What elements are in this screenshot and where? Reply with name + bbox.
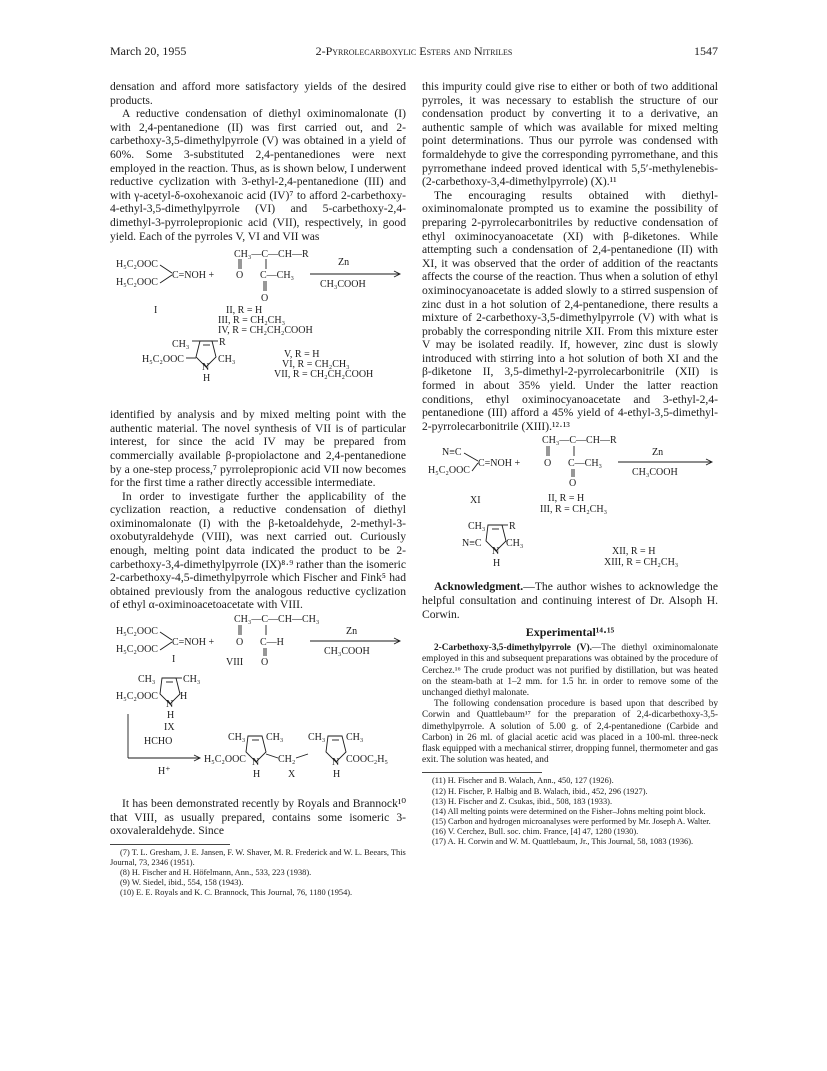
experimental-heading: Experimental¹⁴·¹⁵ [525, 625, 615, 640]
scheme1-pyrrole-R: R [219, 337, 226, 349]
scheme1-label-I: I [154, 305, 158, 317]
scheme1-label-V: V, R = H [284, 349, 320, 361]
header-title: 2-Pyrrolecarboxylic Esters and Nitriles [315, 44, 513, 58]
scheme1-pyrrole-ch3-right: CH₃ [218, 354, 236, 366]
scheme1-oxime: C=NOH + [172, 270, 215, 282]
scheme2-x-ester-2: COOC₂H₅ [346, 754, 388, 766]
scheme1-pyrrole-ester: H₅C₂OOC [142, 354, 184, 366]
scheme2-oxygen-2: O [261, 657, 269, 669]
footnote-12: (12) H. Fischer, P. Halbig and B. Walach, ibid., 452, 296 (1927). [432, 786, 648, 796]
scheme3-nitrile: N≡C [442, 447, 462, 459]
footnote-13: (13) H. Fischer and Z. Csukas, ibid., 508, 183 (1933). [432, 796, 613, 806]
scheme1-label-IV: IV, R = CH₂CH₂COOH [218, 325, 313, 337]
scheme1-pyrrole-ch3-top: CH₃ [172, 339, 190, 351]
footnote-rule-right [422, 772, 542, 773]
footnote-16: (16) V. Cerchez, Bull. soc. chim. France, [4] 47, 1280 (1930). [432, 826, 639, 836]
scheme3-reagent-zinc: Zn [652, 447, 664, 459]
scheme3-oxygen-2: O [569, 478, 577, 490]
left-paragraph-1: densation and afford more satisfactory yields of the desired products. [110, 80, 406, 107]
scheme2-x-ch3-2: CH₃ [266, 732, 284, 744]
scheme3-label-II: II, R = H [548, 493, 585, 505]
scheme1-ester-top: H₅C₂OOC [116, 259, 158, 271]
scheme1-oxygen-1: O [236, 270, 244, 282]
scheme3-pyrrole-R: R [509, 521, 516, 533]
left-paragraph-3: identified by analysis and by mixed melting point with the authentic material. The novel synthesis of VII is of particular interest, for since the acid IV may be prepared from commercially available β-propiolactone and 2,4-pentanedione by a one-step process,⁷ pyrrolepropionic acid VII now becomes for the first time a rather directly accessible intermediate. [110, 408, 406, 490]
experimental-paragraph-2: The following condensation procedure is based upon that described by Corwin and Quattlebaum¹⁷ for the preparation of 2,4-dicarbethoxy-3,5-dimethylpyrrole. A solution of 5.00 g. of 2,4-pentanedione (Carbide and Carbon) in 26 ml. of glacial acetic acid was placed in a 100-ml. three-neck flask equipped with a mechanical stirrer, dropping funnel, thermometer and gas exit. The solution was heated, and [422, 699, 718, 766]
scheme2-ix-NH: H [167, 710, 175, 722]
scheme2-x-ch3-3: CH₃ [308, 732, 326, 744]
scheme2-label-I: I [172, 654, 176, 666]
scheme3-acetyl: C—CH₃ [568, 458, 603, 470]
scheme3-pyrrole-ch3-top: CH₃ [468, 521, 486, 533]
footnote-10: (10) E. E. Royals and K. C. Brannock, This Journal, 76, 1180 (1954). [120, 888, 353, 898]
footnote-14: (14) All melting points were determined on the Fisher–Johns melting point block. [432, 806, 706, 816]
scheme1-pyrrole-H: H [203, 373, 211, 385]
scheme1-reagent-zinc: Zn [338, 257, 350, 269]
reaction-scheme-2 [110, 614, 406, 794]
scheme2-x-H2: H [333, 769, 341, 781]
scheme2-ix-ch3-right: CH₃ [183, 674, 201, 686]
footnote-7: (7) T. L. Gresham, J. E. Jansen, F. W. Shaver, M. R. Frederick and W. L. Beears, This Journal, 73, 2346 (1951). [110, 847, 406, 867]
scheme2-label-IX: IX [164, 722, 175, 734]
scheme2-ix-ring-H: H [180, 691, 188, 703]
scheme2-ix-ch3-left: CH₃ [138, 674, 156, 686]
right-column [422, 80, 718, 847]
scheme1-acetyl: C—CH₃ [260, 270, 295, 282]
scheme2-reagent-hcho: HCHO [144, 736, 173, 748]
scheme2-label-X: X [288, 769, 296, 781]
left-column [110, 80, 406, 898]
scheme1-reagent-acid: CH₃COOH [320, 279, 366, 291]
footnote-17: (17) A. H. Corwin and W. M. Quattlebaum, Jr., This Journal, 58, 1083 (1936). [432, 837, 694, 847]
scheme3-oxygen-1: O [544, 458, 552, 470]
scheme1-label-VII: VII, R = CH₂CH₂COOH [274, 369, 374, 381]
scheme2-reagent-acid: CH₃COOH [324, 646, 370, 658]
page-number: 1547 [694, 44, 718, 58]
scheme2-x-N2: N [332, 757, 340, 769]
experimental-paragraph-1 [422, 643, 718, 699]
scheme2-ix-ester: H₅C₂OOC [116, 691, 158, 703]
scheme2-x-N1: N [252, 757, 260, 769]
scheme3-label-XII: XII, R = H [612, 546, 656, 558]
scheme1-ketone: CH₃—C—CH—R [234, 249, 309, 261]
scheme1-oxygen-2: O [261, 293, 269, 305]
scheme2-reagent-zinc: Zn [346, 626, 358, 638]
acknowledgment-body: —The author wishes to acknowledge the helpful consultation and continuing interest of Dr. Alsoph H. Corwin. [422, 580, 718, 621]
scheme2-x-ch3-4: CH₃ [346, 732, 364, 744]
scheme3-pyrrole-H: H [493, 558, 501, 570]
footnote-11: (11) H. Fischer and B. Walach, Ann., 450, 127 (1926). [432, 776, 614, 786]
scheme3-ester: H₅C₂OOC [428, 465, 470, 477]
scheme1-label-III: III, R = CH₂CH₃ [218, 315, 286, 327]
scheme3-label-XIII: XIII, R = CH₂CH₃ [604, 557, 679, 569]
scheme2-label-VIII: VIII [226, 657, 244, 669]
experimental-paragraph-1-body: —The diethyl oximinomalonate employed in this and subsequent preparations was obtained by the procedure of Cerchez.¹⁶ The crude product was not purified by distillation, but was heated on the steam-bath at 1–2 mm. for 1.5 hr. in order to remove some of the unchanged diethyl malonate. [422, 643, 718, 699]
left-paragraph-5: It has been demonstrated recently by Royals and Brannock¹⁰ that VIII, as usually prepared, contains some isomeric 3-oxovaleraldehyde. Since [110, 797, 406, 838]
compound-V-heading: 2-Carbethoxy-3,5-dimethylpyrrole (V). [434, 643, 592, 654]
scheme2-ix-N: N [166, 699, 174, 711]
left-paragraph-2: A reductive condensation of diethyl oximinomalonate (I) with 2,4-pentanedione (II) was first carried out, and 2-carbethoxy-3,5-dimethylpyrrole (V) was obtained in a yield of 60%. Some 3-substituted 2,4-pentanediones were next employed in the reaction. Thus, as is shown below, I underwent reductive cyclization with 3-ethyl-2,4-pentanedione (III) and with γ-acetyl-δ-oxohexanoic acid (IV)⁷ to afford 2-carbethoxy-4-ethyl-3,5-dimethylpyrrole (VI) and 5-carbethoxy-2,4-dimethyl-3-pyrrolepropionic acid (VII), respectively, in good yield. Each of the pyrroles V, VI and VII was [110, 107, 406, 243]
running-header [110, 44, 718, 60]
scheme1-ester-bottom: H₅C₂OOC [116, 277, 158, 289]
footnote-9: (9) W. Siedel, ibid., 554, 158 (1943). [120, 878, 244, 888]
scheme3-oxime: C=NOH + [478, 458, 521, 470]
scheme3-pyrrole-N: N [492, 546, 500, 558]
scheme2-ester-bottom: H₅C₂OOC [116, 644, 158, 656]
scheme2-ester-top: H₅C₂OOC [116, 626, 158, 638]
footnote-rule-left [110, 844, 230, 845]
scheme3-label-XI: XI [470, 495, 481, 507]
scheme2-ketone: CH₃—C—CH—CH₃ [234, 614, 320, 626]
scheme3-label-III: III, R = CH₂CH₃ [540, 504, 608, 516]
scheme2-aldehyde: C—H [260, 637, 284, 649]
reaction-scheme-1 [110, 245, 406, 405]
scheme3-reagent-acid: CH₃COOH [632, 467, 678, 479]
reaction-scheme-3 [422, 435, 718, 577]
scheme3-ketone: CH₃—C—CH—R [542, 435, 617, 447]
acknowledgment [422, 580, 718, 621]
scheme2-x-methylene: CH₂ [278, 754, 296, 766]
scheme2-x-ch3-1: CH₃ [228, 732, 246, 744]
right-paragraph-2: The encouraging results obtained with diethyl-oximinomalonate prompted us to examine the possibility of preparing 2-pyrrolecarbonitriles by reductive condensation of ethyl oximinocyanoacetate (XI) with β-diketones. While attempting such a condensation of 2,4-pentanedione (II) with XI, it was observed that the order of addition of the reactants affects the course of the reaction. Thus when a solution of ethyl oximinocyanoacetate is added slowly to a stirred suspension of zinc dust in a hot solution of 2,4-pentanedione, there results a mixture of 2-carbethoxy-3,5-dimethylpyrrole (V) with what is probably the corresponding nitrile XII. From this mixture ester V may be isolated readily. If, however, zinc dust is slowly introduced with stirring into a hot solution of both XI and the β-diketone II, 3,5-dimethyl-2-pyrrolecarbonitrile (XII) is formed in about 35% yield. Under the latter reaction conditions, ethyl oximinocyanoacetate and 3-ethyl-2,4-pentanedione (III) afford a 45% yield of 4-ethyl-3,5-dimethyl-2-pyrrolecarbonitrile (XIII).¹²·¹³ [422, 188, 718, 433]
right-paragraph-1: this impurity could give rise to either or both of two additional pyrroles, it was necessary to establish the structure of our condensation product by converting it to a derivative, an authentic sample of which was available for mixed melting point determinations. Thus our pyrrole was condensed with formaldehyde to give the corresponding pyrromethane, and this pyrromethane indeed proved identical with 5,5′-methylenebis-(2-carbethoxy-3,4-dimethylpyrrole) (X).¹¹ [422, 80, 718, 189]
scheme2-x-ester: H₅C₂OOC [204, 754, 246, 766]
scheme2-reagent-hplus: H⁺ [158, 766, 171, 778]
scheme1-pyrrole-N: N [202, 362, 210, 374]
footnote-15: (15) Carbon and hydrogen microanalyses were performed by Mr. Joseph A. Walter. [432, 816, 711, 826]
acknowledgment-heading: Acknowledgment. [434, 580, 524, 594]
footnote-8: (8) H. Fischer and H. Höfelmann, Ann., 533, 223 (1938). [120, 868, 312, 877]
left-paragraph-4: In order to investigate further the applicability of the cyclization reaction, a reductive condensation of diethyl oximinomalonate (I) with the β-ketoaldehyde, 2-methyl-3-oxobutyraldehyde (VIII), was next carried out. Curiously enough, melting point data indicated the product to be 2-carbethoxy-3,4-dimethylpyrrole (IX)⁸·⁹ rather than the isomeric 2-carbethoxy-4,5-dimethylpyrrole which Fischer and Fink⁵ had obtained previously from the analogous reductive cyclization of ethyl α-oximinoacetoacetate with VIII. [110, 489, 406, 612]
scheme3-pyrrole-ch3-right: CH₃ [506, 538, 524, 550]
header-date: March 20, 1955 [110, 44, 187, 58]
scheme2-x-H1: H [253, 769, 261, 781]
scheme2-oxime: C=NOH + [172, 637, 215, 649]
scheme2-oxygen-1: O [236, 637, 244, 649]
scheme1-label-VI: VI, R = CH₂CH₃ [282, 359, 350, 371]
scheme3-pyrrole-nitrile: N≡C [462, 538, 482, 550]
scheme1-label-II: II, R = H [226, 305, 263, 317]
